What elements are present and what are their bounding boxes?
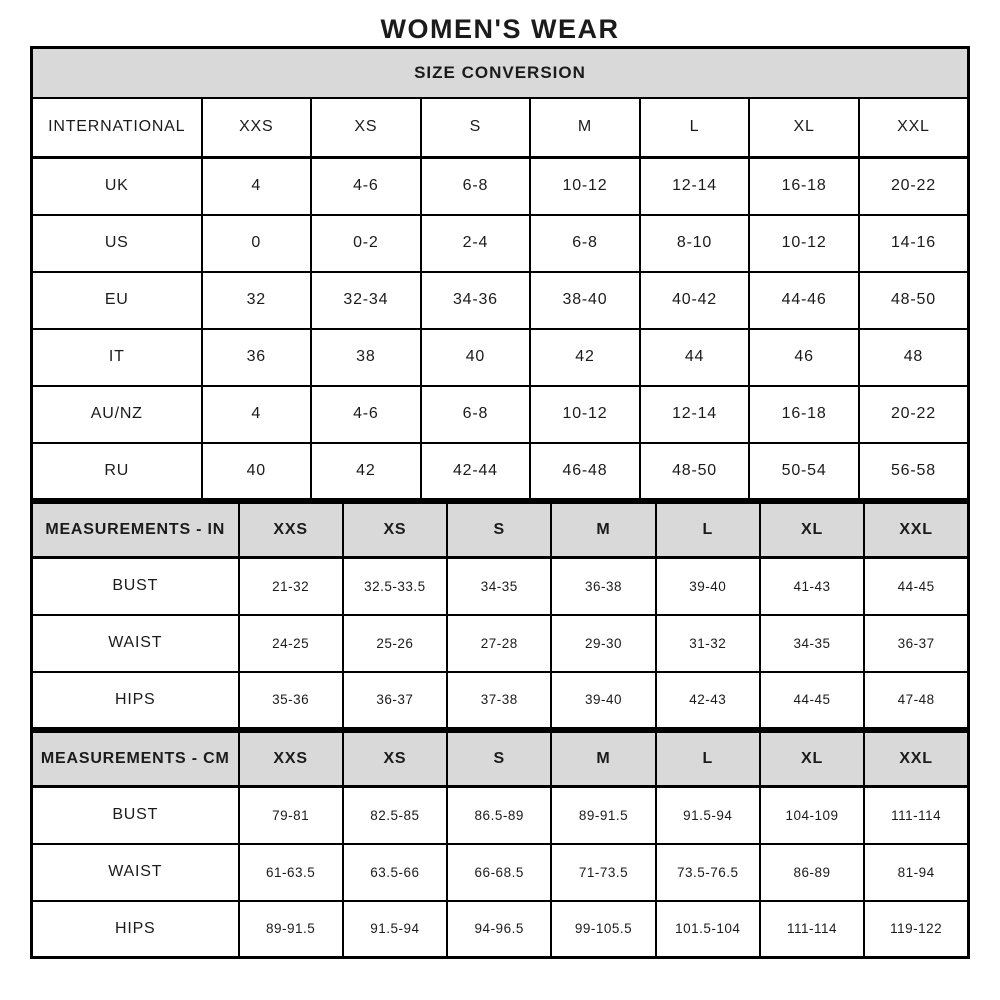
- column-header-cell: S: [447, 503, 551, 558]
- value-cell: 32.5-33.5: [343, 558, 447, 615]
- column-header-cell: S: [421, 98, 531, 158]
- value-cell: 39-40: [551, 672, 655, 729]
- value-cell: 47-48: [864, 672, 968, 729]
- value-cell: 40-42: [640, 272, 750, 329]
- size-conversion-table: [30, 46, 970, 501]
- value-cell: 29-30: [551, 615, 655, 672]
- value-cell: 94-96.5: [447, 901, 551, 958]
- value-cell: 50-54: [749, 443, 859, 500]
- row-label-cell: RU: [32, 443, 202, 500]
- value-cell: 89-91.5: [551, 787, 655, 844]
- row-label-cell: BUST: [32, 787, 239, 844]
- value-cell: 38-40: [530, 272, 640, 329]
- value-cell: 34-36: [421, 272, 531, 329]
- row-label-cell: HIPS: [32, 672, 239, 729]
- column-header-cell: M: [551, 503, 655, 558]
- value-cell: 12-14: [640, 386, 750, 443]
- value-cell: 20-22: [859, 158, 969, 215]
- row-label-cell: WAIST: [32, 615, 239, 672]
- value-cell: 44: [640, 329, 750, 386]
- value-cell: 42-44: [421, 443, 531, 500]
- page-title: WOMEN'S WEAR: [380, 14, 620, 44]
- value-cell: 0: [202, 215, 312, 272]
- value-cell: 40: [202, 443, 312, 500]
- value-cell: 48: [859, 329, 969, 386]
- value-cell: 39-40: [656, 558, 760, 615]
- column-header-cell: L: [656, 732, 760, 787]
- value-cell: 119-122: [864, 901, 968, 958]
- table-row-us: [32, 215, 969, 272]
- table-row-bust-cm: [32, 787, 969, 844]
- value-cell: 71-73.5: [551, 844, 655, 901]
- column-header-cell: XXS: [239, 732, 343, 787]
- column-header-cell: XXL: [864, 503, 968, 558]
- value-cell: 16-18: [749, 386, 859, 443]
- value-cell: 91.5-94: [343, 901, 447, 958]
- table-row-hips-in: [32, 672, 969, 729]
- column-header-cell: XL: [760, 732, 864, 787]
- value-cell: 82.5-85: [343, 787, 447, 844]
- value-cell: 6-8: [421, 386, 531, 443]
- value-cell: 56-58: [859, 443, 969, 500]
- column-header-cell: XS: [343, 732, 447, 787]
- value-cell: 14-16: [859, 215, 969, 272]
- value-cell: 32-34: [311, 272, 421, 329]
- value-cell: 24-25: [239, 615, 343, 672]
- value-cell: 4: [202, 386, 312, 443]
- value-cell: 21-32: [239, 558, 343, 615]
- column-header-cell: L: [656, 503, 760, 558]
- measurements-cm-title: MEASUREMENTS - CM: [32, 732, 239, 787]
- value-cell: 10-12: [749, 215, 859, 272]
- value-cell: 42: [311, 443, 421, 500]
- value-cell: 46: [749, 329, 859, 386]
- value-cell: 46-48: [530, 443, 640, 500]
- column-header-cell: M: [530, 98, 640, 158]
- value-cell: 86.5-89: [447, 787, 551, 844]
- table-row-eu: [32, 272, 969, 329]
- row-label-cell: UK: [32, 158, 202, 215]
- value-cell: 20-22: [859, 386, 969, 443]
- column-header-cell: XS: [343, 503, 447, 558]
- value-cell: 8-10: [640, 215, 750, 272]
- column-header-cell: L: [640, 98, 750, 158]
- value-cell: 111-114: [864, 787, 968, 844]
- value-cell: 6-8: [530, 215, 640, 272]
- value-cell: 86-89: [760, 844, 864, 901]
- value-cell: 79-81: [239, 787, 343, 844]
- value-cell: 42-43: [656, 672, 760, 729]
- table-row-waist-cm: [32, 844, 969, 901]
- column-header-cell: S: [447, 732, 551, 787]
- value-cell: 44-45: [760, 672, 864, 729]
- value-cell: 16-18: [749, 158, 859, 215]
- value-cell: 36-37: [343, 672, 447, 729]
- column-header-cell: XXS: [202, 98, 312, 158]
- value-cell: 34-35: [760, 615, 864, 672]
- value-cell: 81-94: [864, 844, 968, 901]
- value-cell: 4: [202, 158, 312, 215]
- value-cell: 66-68.5: [447, 844, 551, 901]
- value-cell: 48-50: [859, 272, 969, 329]
- value-cell: 36: [202, 329, 312, 386]
- value-cell: 89-91.5: [239, 901, 343, 958]
- value-cell: 36-38: [551, 558, 655, 615]
- size-conversion-header-row: [32, 98, 969, 158]
- column-header-cell: XS: [311, 98, 421, 158]
- row-label-cell: AU/NZ: [32, 386, 202, 443]
- value-cell: 0-2: [311, 215, 421, 272]
- value-cell: 91.5-94: [656, 787, 760, 844]
- value-cell: 61-63.5: [239, 844, 343, 901]
- row-label-cell: BUST: [32, 558, 239, 615]
- measurements-in-title: MEASUREMENTS - IN: [32, 503, 239, 558]
- value-cell: 27-28: [447, 615, 551, 672]
- value-cell: 111-114: [760, 901, 864, 958]
- value-cell: 48-50: [640, 443, 750, 500]
- value-cell: 31-32: [656, 615, 760, 672]
- table-row-it: [32, 329, 969, 386]
- value-cell: 37-38: [447, 672, 551, 729]
- measurements-cm-header-row: [32, 732, 969, 787]
- value-cell: 4-6: [311, 386, 421, 443]
- value-cell: 35-36: [239, 672, 343, 729]
- value-cell: 2-4: [421, 215, 531, 272]
- value-cell: 99-105.5: [551, 901, 655, 958]
- column-header-cell: XXS: [239, 503, 343, 558]
- value-cell: 42: [530, 329, 640, 386]
- column-header-cell: XL: [749, 98, 859, 158]
- value-cell: 41-43: [760, 558, 864, 615]
- value-cell: 73.5-76.5: [656, 844, 760, 901]
- value-cell: 32: [202, 272, 312, 329]
- row-label-cell: US: [32, 215, 202, 272]
- value-cell: 6-8: [421, 158, 531, 215]
- table-row-waist-in: [32, 615, 969, 672]
- value-cell: 40: [421, 329, 531, 386]
- value-cell: 63.5-66: [343, 844, 447, 901]
- column-header-cell: XXL: [859, 98, 969, 158]
- value-cell: 10-12: [530, 386, 640, 443]
- value-cell: 25-26: [343, 615, 447, 672]
- value-cell: 44-45: [864, 558, 968, 615]
- value-cell: 12-14: [640, 158, 750, 215]
- column-header-cell: XXL: [864, 732, 968, 787]
- size-conversion-caption-row: [32, 48, 969, 98]
- row-label-cell: WAIST: [32, 844, 239, 901]
- value-cell: 34-35: [447, 558, 551, 615]
- row-label-cell: HIPS: [32, 901, 239, 958]
- column-header-cell: M: [551, 732, 655, 787]
- measurements-in-table: [30, 501, 970, 730]
- table-row-uk: [32, 158, 969, 215]
- row-label-cell: EU: [32, 272, 202, 329]
- value-cell: 38: [311, 329, 421, 386]
- table-row-bust-in: [32, 558, 969, 615]
- row-label-cell: IT: [32, 329, 202, 386]
- measurements-cm-table: [30, 730, 970, 959]
- value-cell: 36-37: [864, 615, 968, 672]
- column-header-cell: XL: [760, 503, 864, 558]
- value-cell: 44-46: [749, 272, 859, 329]
- column-header-cell: INTERNATIONAL: [32, 98, 202, 158]
- measurements-in-header-row: [32, 503, 969, 558]
- value-cell: 10-12: [530, 158, 640, 215]
- value-cell: 101.5-104: [656, 901, 760, 958]
- table-row-aunz: [32, 386, 969, 443]
- table-row-ru: [32, 443, 969, 500]
- value-cell: 104-109: [760, 787, 864, 844]
- size-conversion-title: SIZE CONVERSION: [32, 48, 969, 98]
- table-row-hips-cm: [32, 901, 969, 958]
- value-cell: 4-6: [311, 158, 421, 215]
